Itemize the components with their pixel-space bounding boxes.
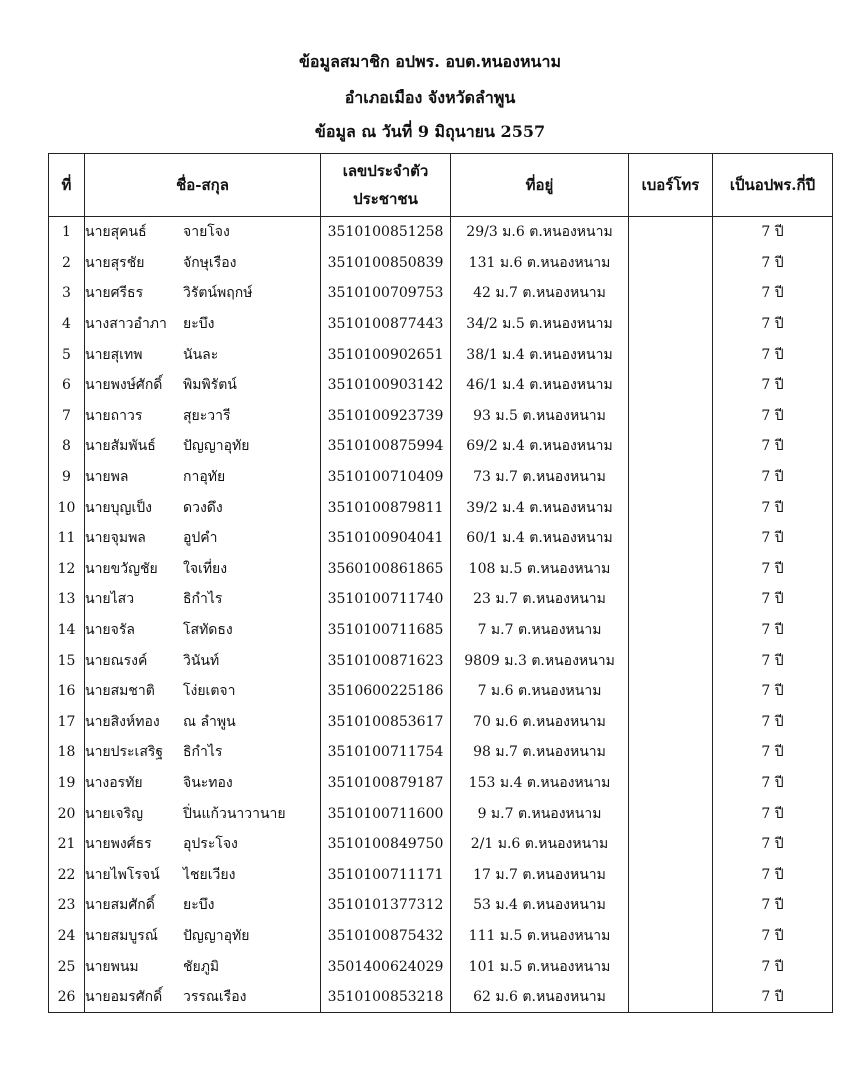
- member-name: [85, 309, 321, 340]
- row-number: 14: [49, 615, 85, 646]
- member-name: [85, 951, 321, 982]
- member-phone: [629, 248, 713, 279]
- member-name: [85, 370, 321, 401]
- member-address: 7 ม.7 ต.หนองหนาม: [451, 615, 629, 646]
- row-number: 19: [49, 768, 85, 799]
- column-header-address: ที่อยู่: [451, 154, 629, 217]
- member-name: [85, 217, 321, 248]
- citizen-id: 3510100851258: [321, 217, 451, 248]
- member-phone: [629, 615, 713, 646]
- member-address: 9 ม.7 ต.หนองหนาม: [451, 798, 629, 829]
- member-first-name: นายพงษ์ศักดิ์: [85, 377, 163, 394]
- member-name: [85, 890, 321, 921]
- row-number: 7: [49, 401, 85, 432]
- member-last-name: ปิ่นแก้วนาวานาย: [183, 805, 286, 822]
- member-last-name: ชัยภูมิ: [183, 958, 220, 975]
- member-phone: [629, 584, 713, 615]
- citizen-id: 3510100875432: [321, 921, 451, 952]
- citizen-id: 3510100923739: [321, 401, 451, 432]
- member-phone: [629, 309, 713, 340]
- member-phone: [629, 278, 713, 309]
- member-phone: [629, 339, 713, 370]
- citizen-id: 3510100903142: [321, 370, 451, 401]
- member-last-name: ณ ลำพูน: [183, 713, 236, 730]
- member-years: 7 ปี: [713, 707, 833, 738]
- member-first-name: นายขวัญชัย: [85, 560, 158, 577]
- member-phone: [629, 829, 713, 860]
- row-number: 6: [49, 370, 85, 401]
- table-row: [49, 829, 833, 860]
- citizen-id: 3510100711685: [321, 615, 451, 646]
- citizen-id: 3501400624029: [321, 951, 451, 982]
- member-address: 111 ม.5 ต.หนองหนาม: [451, 921, 629, 952]
- table-row: [49, 798, 833, 829]
- member-years: 7 ปี: [713, 523, 833, 554]
- row-number: 25: [49, 951, 85, 982]
- member-years: 7 ปี: [713, 309, 833, 340]
- member-phone: [629, 707, 713, 738]
- member-address: 38/1 ม.4 ต.หนองหนาม: [451, 339, 629, 370]
- citizen-id: 3510100902651: [321, 339, 451, 370]
- member-address: 9809 ม.3 ต.หนองหนาม: [451, 645, 629, 676]
- member-name: [85, 431, 321, 462]
- member-address: 53 ม.4 ต.หนองหนาม: [451, 890, 629, 921]
- member-years: 7 ปี: [713, 401, 833, 432]
- member-last-name: วรรณเรือง: [183, 989, 247, 1006]
- member-last-name: ดวงดึง: [183, 499, 223, 516]
- member-years: 7 ปี: [713, 890, 833, 921]
- member-years: 7 ปี: [713, 982, 833, 1013]
- member-first-name: นายถาวร: [85, 407, 143, 424]
- member-first-name: นายประเสริฐ: [85, 744, 164, 761]
- table-row: [49, 676, 833, 707]
- member-table: [48, 153, 833, 1013]
- table-row: [49, 401, 833, 432]
- table-row: [49, 462, 833, 493]
- member-last-name: อูปคำ: [183, 530, 218, 547]
- table-row: [49, 339, 833, 370]
- member-name: [85, 401, 321, 432]
- table-row: [49, 707, 833, 738]
- member-last-name: วิรัตน์พฤกษ์: [183, 285, 253, 302]
- member-first-name: นายบุญเป็ง: [85, 499, 152, 516]
- member-address: 69/2 ม.4 ต.หนองหนาม: [451, 431, 629, 462]
- member-last-name: โง่ยเตจา: [183, 683, 236, 700]
- member-phone: [629, 645, 713, 676]
- member-phone: [629, 462, 713, 493]
- member-years: 7 ปี: [713, 462, 833, 493]
- member-name: [85, 921, 321, 952]
- row-number: 21: [49, 829, 85, 860]
- member-years: 7 ปี: [713, 554, 833, 585]
- table-body: [49, 217, 833, 1013]
- citizen-id: 3510100850839: [321, 248, 451, 279]
- member-last-name: สุยะวารี: [183, 407, 231, 424]
- member-address: 46/1 ม.4 ต.หนองหนาม: [451, 370, 629, 401]
- row-number: 15: [49, 645, 85, 676]
- member-years: 7 ปี: [713, 737, 833, 768]
- member-years: 7 ปี: [713, 768, 833, 799]
- row-number: 9: [49, 462, 85, 493]
- column-header-no: ที่: [49, 154, 85, 217]
- document-title: ข้อมูลสมาชิก อปพร. อบต.หนองหนาม: [298, 52, 561, 71]
- row-number: 26: [49, 982, 85, 1013]
- member-name: [85, 492, 321, 523]
- row-number: 23: [49, 890, 85, 921]
- row-number: 1: [49, 217, 85, 248]
- member-last-name: นันละ: [183, 346, 219, 363]
- row-number: 20: [49, 798, 85, 829]
- member-name: [85, 615, 321, 646]
- member-address: 34/2 ม.5 ต.หนองหนาม: [451, 309, 629, 340]
- member-last-name: โสทัดธง: [183, 622, 233, 639]
- table-row: [49, 370, 833, 401]
- table-row: [49, 768, 833, 799]
- member-last-name: ธิกำไร: [183, 591, 223, 608]
- member-years: 7 ปี: [713, 492, 833, 523]
- member-last-name: ใจเที่ยง: [183, 560, 228, 577]
- row-number: 11: [49, 523, 85, 554]
- member-name: [85, 554, 321, 585]
- citizen-id: 3510100709753: [321, 278, 451, 309]
- row-number: 24: [49, 921, 85, 952]
- member-address: 93 ม.5 ต.หนองหนาม: [451, 401, 629, 432]
- member-years: 7 ปี: [713, 676, 833, 707]
- member-name: [85, 462, 321, 493]
- member-address: 23 ม.7 ต.หนองหนาม: [451, 584, 629, 615]
- member-address: 42 ม.7 ต.หนองหนาม: [451, 278, 629, 309]
- column-header-id-line2: ประชาชน: [353, 190, 418, 208]
- member-first-name: นายณรงค์: [85, 652, 148, 669]
- member-first-name: นายสมศักดิ์: [85, 897, 155, 914]
- table-row: [49, 492, 833, 523]
- table-row: [49, 982, 833, 1013]
- member-first-name: นายพล: [85, 469, 129, 486]
- member-name: [85, 768, 321, 799]
- column-header-id-line1: เลขประจำตัว: [342, 162, 429, 180]
- document-subtitle-location: อำเภอเมือง จังหวัดลำพูน: [344, 88, 516, 107]
- citizen-id: 3510100877443: [321, 309, 451, 340]
- row-number: 22: [49, 859, 85, 890]
- member-address: 70 ม.6 ต.หนองหนาม: [451, 707, 629, 738]
- member-years: 7 ปี: [713, 615, 833, 646]
- citizen-id: 3510100849750: [321, 829, 451, 860]
- table-row: [49, 615, 833, 646]
- member-name: [85, 829, 321, 860]
- member-first-name: นายสมชาติ: [85, 683, 155, 700]
- member-first-name: นางสาวอำภา: [85, 316, 167, 333]
- column-header-name: ชื่อ-สกุล: [85, 154, 321, 217]
- member-name: [85, 707, 321, 738]
- row-number: 17: [49, 707, 85, 738]
- row-number: 3: [49, 278, 85, 309]
- member-first-name: นางอรทัย: [85, 774, 143, 791]
- member-address: 108 ม.5 ต.หนองหนาม: [451, 554, 629, 585]
- member-last-name: จายโจง: [183, 224, 230, 241]
- member-last-name: ธิกำไร: [183, 744, 223, 761]
- member-name: [85, 523, 321, 554]
- member-name: [85, 584, 321, 615]
- member-address: 29/3 ม.6 ต.หนองหนาม: [451, 217, 629, 248]
- member-address: 101 ม.5 ต.หนองหนาม: [451, 951, 629, 982]
- member-last-name: กาอุทัย: [183, 469, 226, 486]
- member-phone: [629, 370, 713, 401]
- table-row: [49, 951, 833, 982]
- member-name: [85, 859, 321, 890]
- member-phone: [629, 554, 713, 585]
- member-phone: [629, 431, 713, 462]
- citizen-id: 3510100710409: [321, 462, 451, 493]
- member-first-name: นายไสว: [85, 591, 135, 608]
- table-row: [49, 921, 833, 952]
- member-years: 7 ปี: [713, 339, 833, 370]
- member-phone: [629, 982, 713, 1013]
- member-first-name: นายสัมพันธ์: [85, 438, 156, 455]
- member-last-name: พิมพิรัตน์: [183, 377, 237, 394]
- table-row: [49, 859, 833, 890]
- table-row: [49, 523, 833, 554]
- member-last-name: ยะบึง: [183, 316, 215, 333]
- member-phone: [629, 676, 713, 707]
- member-name: [85, 737, 321, 768]
- row-number: 8: [49, 431, 85, 462]
- member-address: 39/2 ม.4 ต.หนองหนาม: [451, 492, 629, 523]
- member-address: 73 ม.7 ต.หนองหนาม: [451, 462, 629, 493]
- member-first-name: นายสิงห์ทอง: [85, 713, 160, 730]
- member-first-name: นายศรีธร: [85, 285, 144, 302]
- member-first-name: นายพงศ์ธร: [85, 836, 152, 853]
- member-first-name: นายอมรศักดิ์: [85, 989, 163, 1006]
- member-years: 7 ปี: [713, 859, 833, 890]
- document-subtitle-date: ข้อมูล ณ วันที่ 9 มิถุนายน 2557: [314, 122, 546, 141]
- citizen-id: 3510600225186: [321, 676, 451, 707]
- member-last-name: ปัญญาอุทัย: [183, 438, 250, 455]
- member-phone: [629, 401, 713, 432]
- member-name: [85, 982, 321, 1013]
- member-phone: [629, 492, 713, 523]
- citizen-id: 3510100853218: [321, 982, 451, 1013]
- member-phone: [629, 890, 713, 921]
- member-years: 7 ปี: [713, 278, 833, 309]
- member-phone: [629, 951, 713, 982]
- citizen-id: 3510101377312: [321, 890, 451, 921]
- member-first-name: นายพนม: [85, 958, 139, 975]
- member-first-name: นายสุเทพ: [85, 346, 143, 363]
- column-header-phone: เบอร์โทร: [629, 154, 713, 217]
- member-address: 7 ม.6 ต.หนองหนาม: [451, 676, 629, 707]
- member-last-name: อุประโจง: [183, 836, 238, 853]
- member-phone: [629, 798, 713, 829]
- row-number: 13: [49, 584, 85, 615]
- member-phone: [629, 737, 713, 768]
- citizen-id: 3510100875994: [321, 431, 451, 462]
- column-header-id: [321, 154, 451, 217]
- column-header-years: เป็นอปพร.กี่ปี: [713, 154, 833, 217]
- member-address: 2/1 ม.6 ต.หนองหนาม: [451, 829, 629, 860]
- member-address: 153 ม.4 ต.หนองหนาม: [451, 768, 629, 799]
- member-first-name: นายไพโรจน์: [85, 866, 160, 883]
- row-number: 12: [49, 554, 85, 585]
- member-phone: [629, 921, 713, 952]
- table-row: [49, 248, 833, 279]
- citizen-id: 3560100861865: [321, 554, 451, 585]
- row-number: 16: [49, 676, 85, 707]
- member-address: 17 ม.7 ต.หนองหนาม: [451, 859, 629, 890]
- table-row: [49, 737, 833, 768]
- table-row: [49, 584, 833, 615]
- table-header-row: [49, 154, 833, 217]
- member-name: [85, 798, 321, 829]
- member-last-name: ปัญญาอุทัย: [183, 927, 250, 944]
- row-number: 2: [49, 248, 85, 279]
- citizen-id: 3510100853617: [321, 707, 451, 738]
- member-years: 7 ปี: [713, 248, 833, 279]
- member-phone: [629, 859, 713, 890]
- member-last-name: จินะทอง: [183, 774, 233, 791]
- member-phone: [629, 217, 713, 248]
- citizen-id: 3510100879187: [321, 768, 451, 799]
- member-address: 62 ม.6 ต.หนองหนาม: [451, 982, 629, 1013]
- member-last-name: วินันท์: [183, 652, 220, 669]
- member-years: 7 ปี: [713, 645, 833, 676]
- citizen-id: 3510100904041: [321, 523, 451, 554]
- table-row: [49, 278, 833, 309]
- member-name: [85, 676, 321, 707]
- member-first-name: นายสมบูรณ์: [85, 927, 158, 944]
- member-name: [85, 339, 321, 370]
- citizen-id: 3510100879811: [321, 492, 451, 523]
- table-row: [49, 431, 833, 462]
- row-number: 10: [49, 492, 85, 523]
- member-first-name: นายจรัล: [85, 622, 135, 639]
- member-phone: [629, 523, 713, 554]
- member-name: [85, 278, 321, 309]
- member-years: 7 ปี: [713, 829, 833, 860]
- citizen-id: 3510100711600: [321, 798, 451, 829]
- member-first-name: นายสุคนธ์: [85, 224, 147, 241]
- member-last-name: ยะบึง: [183, 897, 215, 914]
- member-years: 7 ปี: [713, 431, 833, 462]
- member-address: 98 ม.7 ต.หนองหนาม: [451, 737, 629, 768]
- member-first-name: นายจุมพล: [85, 530, 146, 547]
- row-number: 18: [49, 737, 85, 768]
- row-number: 4: [49, 309, 85, 340]
- member-address: 131 ม.6 ต.หนองหนาม: [451, 248, 629, 279]
- member-years: 7 ปี: [713, 584, 833, 615]
- table-row: [49, 645, 833, 676]
- member-name: [85, 248, 321, 279]
- member-address: 60/1 ม.4 ต.หนองหนาม: [451, 523, 629, 554]
- table-row: [49, 890, 833, 921]
- citizen-id: 3510100871623: [321, 645, 451, 676]
- row-number: 5: [49, 339, 85, 370]
- table-row: [49, 554, 833, 585]
- member-years: 7 ปี: [713, 217, 833, 248]
- member-years: 7 ปี: [713, 951, 833, 982]
- table-row: [49, 309, 833, 340]
- citizen-id: 3510100711740: [321, 584, 451, 615]
- table-row: [49, 217, 833, 248]
- citizen-id: 3510100711171: [321, 859, 451, 890]
- member-years: 7 ปี: [713, 921, 833, 952]
- member-name: [85, 645, 321, 676]
- member-last-name: จักษุเรือง: [183, 254, 237, 271]
- member-years: 7 ปี: [713, 798, 833, 829]
- member-first-name: นายสุรชัย: [85, 254, 145, 271]
- member-last-name: ไชยเวียง: [183, 866, 236, 883]
- member-years: 7 ปี: [713, 370, 833, 401]
- member-phone: [629, 768, 713, 799]
- member-first-name: นายเจริญ: [85, 805, 144, 822]
- citizen-id: 3510100711754: [321, 737, 451, 768]
